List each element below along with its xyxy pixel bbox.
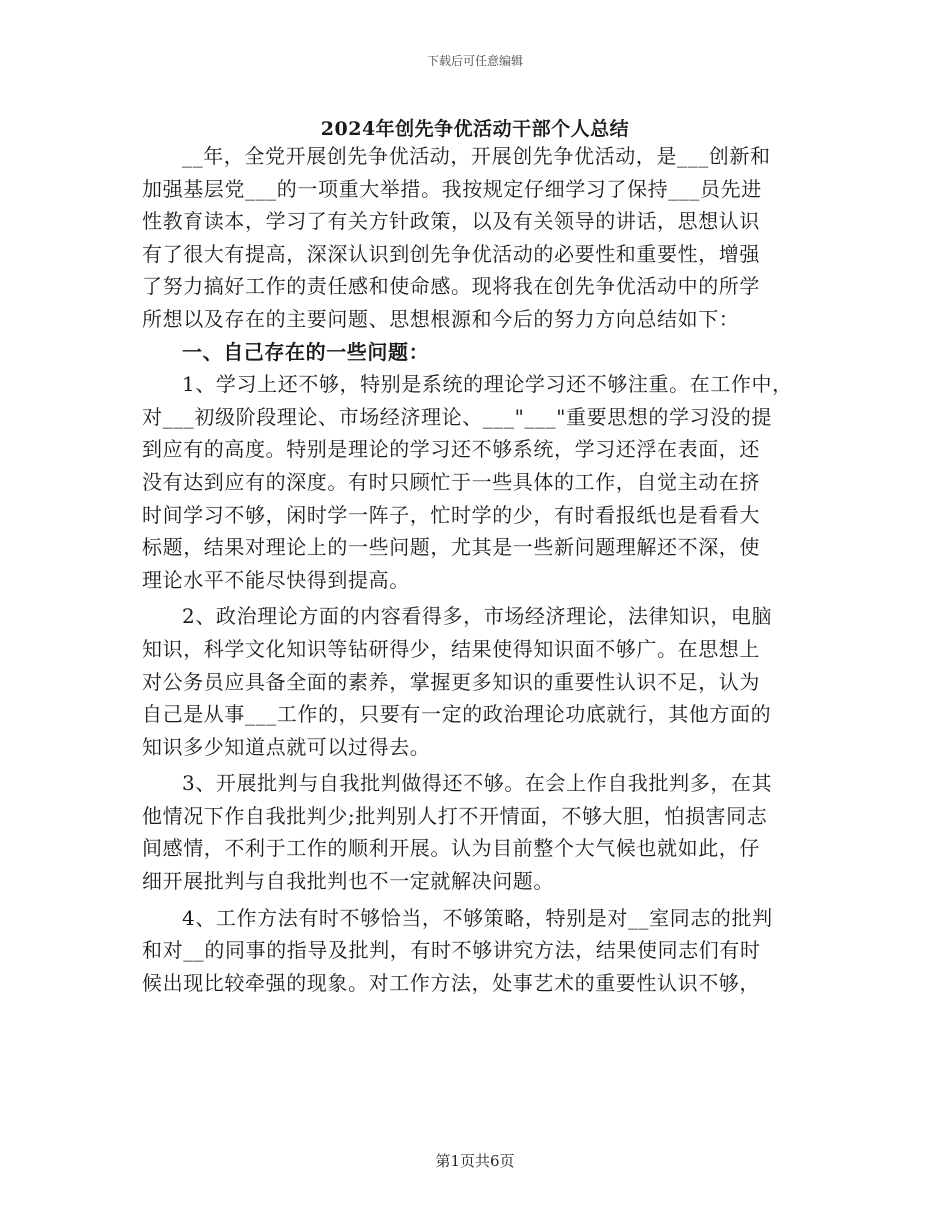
section-heading <box>142 336 822 369</box>
text-line: 到应有的高度。特别是理论的学习还不够系统，学习还浮在表面，还 <box>142 437 760 462</box>
text-line: 知识多少知道点就可以过得去。 <box>142 734 431 759</box>
text-line: 时间学习不够，闲时学一阵子，忙时学的少，有时看报纸也是看看大 <box>142 502 760 527</box>
text-line: 1、学习上还不够，特别是系统的理论学习还不够注重。在工作中， <box>182 372 793 397</box>
text-line: 4、工作方法有时不够恰当，不够策略，特别是对__室同志的批判 <box>182 905 773 930</box>
text-line: __年，全党开展创先争优活动，开展创先争优活动，是___创新和 <box>182 144 771 168</box>
text-line: 标题，结果对理论上的一些问题，尤其是一些新问题理解还不深，使 <box>142 535 760 560</box>
text-line: 候出现比较牵强的现象。对工作方法，处事艺术的重要性认识不够， <box>142 970 760 995</box>
text-line: 对___初级阶段理论、市场经济理论、___"___"重要思想的学习没的提 <box>142 404 772 429</box>
text-line: 间感情，不利于工作的顺利开展。认为目前整个大气候也就如此，仔 <box>142 836 760 861</box>
paragraph-item-4 <box>142 902 822 1000</box>
document-title: 2024年创先争优活动干部个人总结 <box>320 118 630 140</box>
document-body <box>142 140 822 999</box>
paragraph-item-1 <box>142 368 822 596</box>
text-line: 没有达到应有的深度。有时只顾忙于一些具体的工作，自觉主动在挤 <box>142 469 760 494</box>
page-footer: 第1页共6页 <box>435 1152 515 1170</box>
text-line: 知识，科学文化知识等钻研得少，结果使得知识面不够广。在思想上 <box>142 636 760 661</box>
text-line: 对公务员应具备全面的素养，掌握更多知识的重要性认识不足，认为 <box>142 669 760 694</box>
header-note: 下载后可任意编辑 <box>426 54 523 68</box>
paragraph-item-3 <box>142 767 822 897</box>
text-line: 他情况下作自我批判少;批判别人打不开情面，不够大胆，怕损害同志 <box>142 803 768 828</box>
paragraph-intro <box>142 140 822 336</box>
text-line: 3、开展批判与自我批判做得还不够。在会上作自我批判多，在其 <box>182 771 773 796</box>
text-line: 自己是从事___工作的，只要有一定的政治理论功底就行，其他方面的 <box>142 702 772 727</box>
text-line: 有了很大有提高，深深认识到创先争优活动的必要性和重要性，增强 <box>142 241 760 266</box>
text-line: 细开展批判与自我批判也不一定就解决问题。 <box>142 869 554 894</box>
text-line: 性教育读本，学习了有关方针政策，以及有关领导的讲话，思想认识 <box>142 209 760 234</box>
paragraph-item-2 <box>142 600 822 763</box>
text-line: 加强基层党___的一项重大举措。我按规定仔细学习了保持___员先进 <box>142 176 762 201</box>
text-line: 和对__的同事的指导及批判，有时不够讲究方法，结果使同志们有时 <box>142 938 761 963</box>
text-line: 了努力搞好工作的责任感和使命感。现将我在创先争优活动中的所学 <box>142 274 760 299</box>
text-line: 理论水平不能尽快得到提高。 <box>142 567 410 592</box>
text-line: 2、政治理论方面的内容看得多，市场经济理论，法律知识，电脑 <box>182 604 773 629</box>
section-heading-text: 一、自己存在的一些问题： <box>182 339 430 364</box>
text-line: 所想以及存在的主要问题、思想根源和今后的努力方向总结如下： <box>142 306 740 331</box>
